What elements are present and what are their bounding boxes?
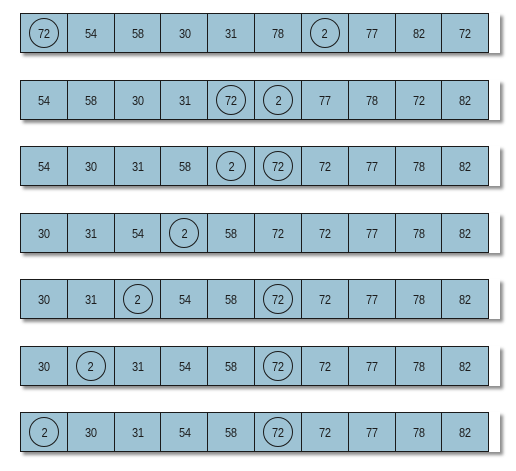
cell-value: 31 (84, 291, 97, 307)
array-cell (254, 412, 302, 452)
array-cell (114, 13, 162, 53)
cell-value: 72 (318, 358, 331, 374)
cell-value: 77 (365, 358, 378, 374)
cell-value: 30 (38, 358, 50, 374)
cell-value: 58 (225, 225, 238, 241)
array-cell (160, 412, 208, 452)
array-cell (67, 213, 115, 253)
array-cell (441, 13, 489, 53)
array-cell (207, 13, 255, 53)
cell-value: 31 (178, 92, 191, 108)
cell-value: 54 (178, 358, 191, 374)
array-cell (441, 146, 489, 186)
cell-value: 2 (181, 225, 188, 241)
array-cell (301, 412, 349, 452)
array-cell (395, 412, 443, 452)
array-cell (114, 346, 162, 386)
array-cell (395, 213, 443, 253)
cell-value: 77 (365, 25, 378, 41)
array-cell (20, 146, 68, 186)
array-cell (301, 80, 349, 120)
array-cell (67, 412, 115, 452)
array-cell (20, 213, 68, 253)
array-cell (348, 13, 396, 53)
array-cell (348, 279, 396, 319)
cell-value: 2 (41, 424, 47, 440)
cell-value: 72 (318, 291, 331, 307)
cell-value: 82 (459, 424, 472, 440)
cell-value: 31 (131, 424, 144, 440)
cell-value: 2 (228, 158, 235, 174)
cell-value: 82 (459, 92, 472, 108)
cell-value: 31 (131, 358, 144, 374)
array-cell (395, 80, 443, 120)
cell-value: 72 (272, 225, 284, 241)
array-row-2 (20, 80, 500, 120)
array-cell (395, 279, 443, 319)
array-cell (207, 346, 255, 386)
cell-value: 72 (272, 358, 284, 374)
cell-value: 2 (321, 25, 328, 41)
array-row-6 (20, 346, 500, 386)
array-cell (20, 279, 68, 319)
cell-value: 78 (272, 25, 284, 41)
array-cell (254, 346, 302, 386)
array-cell (348, 346, 396, 386)
cell-value: 30 (178, 25, 191, 41)
array-cell (67, 13, 115, 53)
array-cell (114, 412, 162, 452)
cell-value: 82 (459, 225, 472, 241)
array-cell (67, 80, 115, 120)
array-cell (207, 412, 255, 452)
cell-value: 54 (131, 225, 144, 241)
array-cell (254, 13, 302, 53)
cell-value: 78 (412, 424, 425, 440)
cell-value: 54 (84, 25, 97, 41)
cell-value: 2 (275, 92, 282, 108)
array-cell (348, 412, 396, 452)
array-cell (254, 279, 302, 319)
array-cell (114, 213, 162, 253)
array-cell (441, 80, 489, 120)
array-cell (395, 13, 443, 53)
cell-value: 31 (225, 25, 238, 41)
array-cell (20, 13, 68, 53)
cell-value: 72 (318, 424, 331, 440)
cell-value: 58 (131, 25, 144, 41)
cell-value: 54 (178, 291, 191, 307)
array-cell (207, 279, 255, 319)
cell-value: 77 (318, 92, 331, 108)
array-row-1 (20, 13, 500, 53)
array-cell (301, 346, 349, 386)
cell-value: 77 (365, 291, 378, 307)
cell-value: 77 (365, 424, 378, 440)
cell-value: 58 (225, 424, 238, 440)
cell-value: 72 (412, 92, 425, 108)
cell-value: 58 (178, 158, 191, 174)
array-row-5 (20, 279, 500, 319)
array-cell (67, 279, 115, 319)
array-cell (20, 346, 68, 386)
cell-value: 31 (131, 158, 144, 174)
cell-value: 30 (84, 158, 97, 174)
cell-value: 30 (38, 291, 50, 307)
array-cell (395, 146, 443, 186)
array-cell (160, 13, 208, 53)
array-cell (301, 279, 349, 319)
cell-value: 58 (225, 291, 238, 307)
array-cell (348, 146, 396, 186)
cell-value: 54 (38, 158, 50, 174)
array-cell (395, 346, 443, 386)
cell-value: 72 (225, 92, 238, 108)
array-cell (160, 346, 208, 386)
array-cell (301, 213, 349, 253)
cell-value: 30 (38, 225, 50, 241)
cell-value: 72 (318, 158, 331, 174)
array-cell (160, 279, 208, 319)
array-cell (301, 146, 349, 186)
array-cell (441, 346, 489, 386)
cell-value: 72 (38, 25, 50, 41)
array-cell (441, 213, 489, 253)
cell-value: 82 (412, 25, 425, 41)
array-cell (348, 80, 396, 120)
array-cell (207, 80, 255, 120)
cell-value: 54 (178, 424, 191, 440)
array-cell (160, 146, 208, 186)
array-cell (114, 80, 162, 120)
cell-value: 30 (131, 92, 144, 108)
cell-value: 72 (459, 25, 472, 41)
cell-value: 78 (412, 158, 425, 174)
array-row-7 (20, 412, 500, 452)
array-cell (254, 146, 302, 186)
array-cell (67, 146, 115, 186)
array-cell (20, 412, 68, 452)
cell-value: 72 (272, 424, 284, 440)
cell-value: 31 (84, 225, 97, 241)
array-cell (20, 80, 68, 120)
array-cell (301, 13, 349, 53)
cell-value: 77 (365, 158, 378, 174)
cell-value: 78 (412, 358, 425, 374)
cell-value: 2 (134, 291, 141, 307)
array-cell (441, 279, 489, 319)
cell-value: 72 (272, 158, 284, 174)
cell-value: 72 (272, 291, 284, 307)
array-cell (114, 146, 162, 186)
array-cell (254, 213, 302, 253)
cell-value: 78 (412, 291, 425, 307)
array-cell (160, 80, 208, 120)
cell-value: 78 (365, 92, 378, 108)
cell-value: 58 (225, 358, 238, 374)
cell-value: 72 (318, 225, 331, 241)
cell-value: 2 (87, 358, 94, 374)
array-cell (160, 213, 208, 253)
array-cell (254, 80, 302, 120)
array-cell (348, 213, 396, 253)
cell-value: 82 (459, 358, 472, 374)
array-cell (207, 213, 255, 253)
cell-value: 78 (412, 225, 425, 241)
cell-value: 82 (459, 291, 472, 307)
array-row-3 (20, 146, 500, 186)
array-cell (441, 412, 489, 452)
array-cell (67, 346, 115, 386)
array-row-4 (20, 213, 500, 253)
array-cell (114, 279, 162, 319)
array-cell (207, 146, 255, 186)
cell-value: 77 (365, 225, 378, 241)
cell-value: 58 (84, 92, 97, 108)
cell-value: 54 (38, 92, 50, 108)
cell-value: 82 (459, 158, 472, 174)
cell-value: 30 (84, 424, 97, 440)
